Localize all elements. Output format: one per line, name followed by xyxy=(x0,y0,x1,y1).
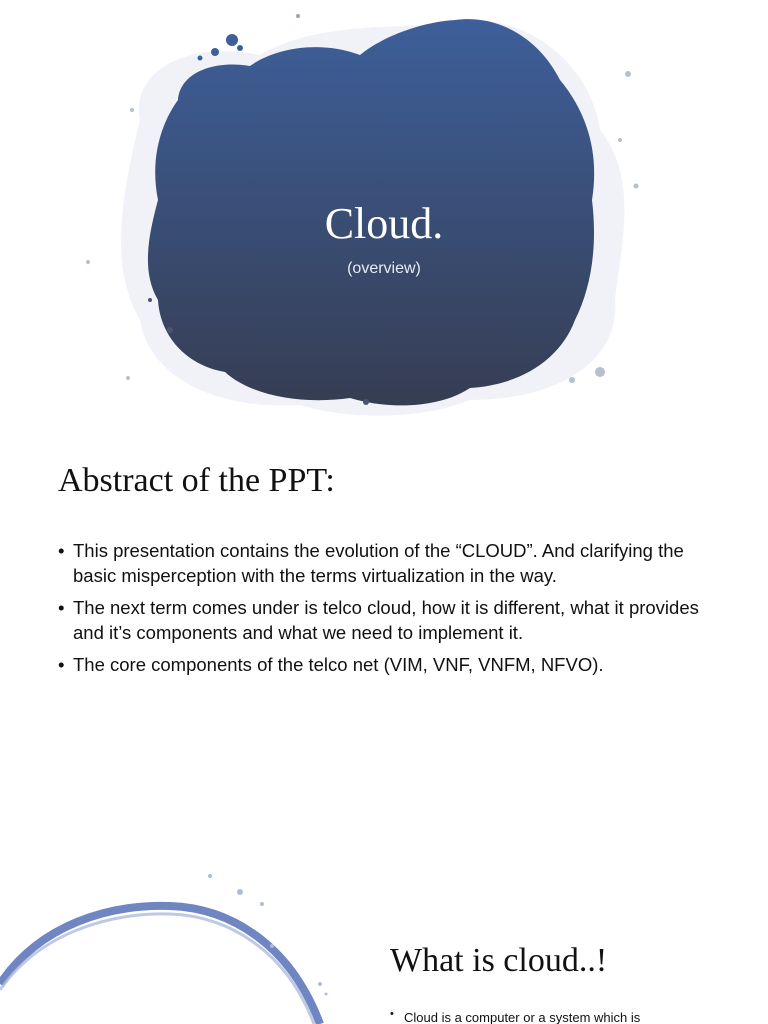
bullet-item xyxy=(58,538,718,588)
bullet-icon: • xyxy=(58,597,65,618)
bullet-text: The next term comes under is telco cloud, how it is different, what it provides and it’s components and what we need to implement it. xyxy=(73,597,699,643)
slide-title: Abstract of the PPT: xyxy=(58,462,335,499)
bullet-item xyxy=(390,1010,640,1024)
bullet-text: Cloud is a computer or a system which is xyxy=(404,1010,641,1024)
slide-title: Cloud. xyxy=(324,199,444,248)
bullet-icon: • xyxy=(58,654,65,675)
bullet-text: The core components of the telco net (VIM, VNF, VNFM, NFVO). xyxy=(73,654,604,675)
bullet-icon: • xyxy=(390,1008,394,1020)
bullet-list xyxy=(390,1010,640,1024)
slide-title: What is cloud..! xyxy=(390,942,608,979)
what-is-cloud-slide xyxy=(0,864,768,1024)
bullet-icon: • xyxy=(58,540,65,561)
bullet-item xyxy=(58,652,718,677)
bullet-item xyxy=(58,595,718,645)
bullet-text: This presentation contains the evolution of the “CLOUD”. And clarifying the basic misperception with the terms virtualization in the way. xyxy=(73,540,684,586)
ring-graphic xyxy=(0,864,360,1024)
slide-subtitle: (overview) xyxy=(347,260,421,277)
abstract-slide xyxy=(0,432,768,864)
title-slide xyxy=(0,0,768,432)
bullet-list xyxy=(58,538,718,684)
